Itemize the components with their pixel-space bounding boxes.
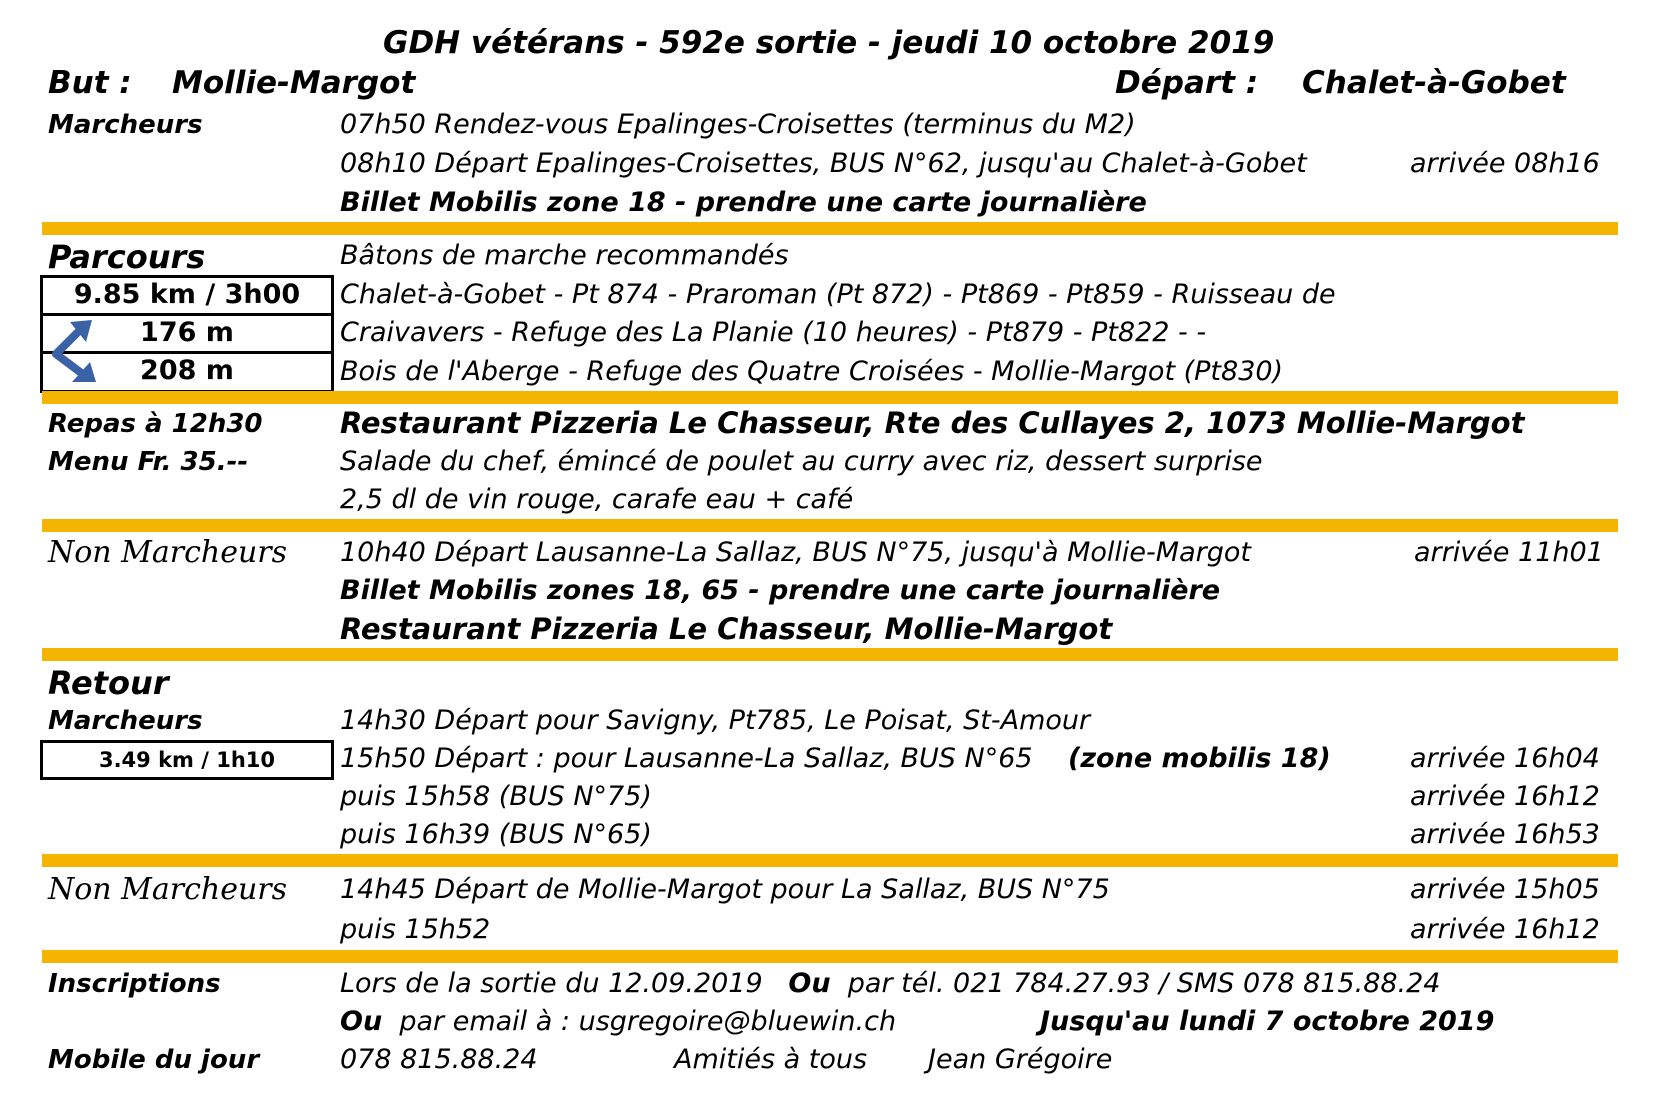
ascent-descent-arrows-icon: [48, 316, 104, 388]
marcheurs-line3: Billet Mobilis zone 18 - prendre une carte journalière: [340, 187, 1147, 218]
inscriptions-line1: [340, 967, 1441, 1001]
retour-non-marcheurs-line1-arrival: arrivée 15h05: [1410, 874, 1600, 905]
menu-line1: Salade du chef, émincé de poulet au curry avec riz, dessert surprise: [340, 446, 1263, 477]
inscriptions-ou-1: Ou: [788, 968, 831, 999]
inscriptions-deadline: Jusqu'au lundi 7 octobre 2019: [1040, 1006, 1495, 1037]
parcours-descent: 208 m: [140, 355, 234, 386]
retour-line2-zone: (zone mobilis 18): [1068, 743, 1331, 774]
depart-label: Départ :: [1115, 65, 1259, 101]
retour-line2-arrival: arrivée 16h04: [1410, 743, 1600, 774]
marcheurs-label: Marcheurs: [48, 110, 203, 140]
but-value: Mollie-Margot: [172, 65, 416, 101]
retour-line3-arrival: arrivée 16h12: [1410, 781, 1600, 812]
non-marcheurs-line1: 10h40 Départ Lausanne-La Sallaz, BUS N°75, jusqu'à Mollie-Margot: [340, 537, 1251, 568]
mobile-number: 078 815.88.24: [340, 1044, 538, 1075]
inscriptions-line2: [340, 1005, 896, 1039]
inscriptions-label: Inscriptions: [48, 969, 221, 999]
page-title: GDH vétérans - 592e sortie - jeudi 10 octobre 2019: [383, 25, 1275, 61]
greeting: Amitiés à tous: [674, 1044, 868, 1075]
non-marcheurs-line1-arrival: arrivée 11h01: [1414, 537, 1604, 568]
retour-stats-box: [40, 740, 334, 780]
signature: Jean Grégoire: [928, 1044, 1113, 1075]
non-marcheurs-label: Non Marcheurs: [48, 535, 288, 570]
but-label: But :: [48, 65, 132, 101]
menu-line2: 2,5 dl de vin rouge, carafe eau + café: [340, 484, 854, 515]
section-divider: [42, 519, 1618, 532]
retour-line1: 14h30 Départ pour Savigny, Pt785, Le Poisat, St-Amour: [340, 705, 1091, 736]
retour-non-marcheurs-line2-arrival: arrivée 16h12: [1410, 914, 1600, 945]
parcours-line4: Bois de l'Aberge - Refuge des Quatre Croisées - Mollie-Margot (Pt830): [340, 356, 1284, 387]
retour-non-marcheurs-label: Non Marcheurs: [48, 872, 288, 907]
marcheurs-line1: 07h50 Rendez-vous Epalinges-Croisettes (terminus du M2): [340, 109, 1136, 140]
menu-price: Menu Fr. 35.--: [48, 447, 249, 477]
parcours-ascent: 176 m: [43, 316, 331, 354]
retour-line4: puis 16h39 (BUS N°65): [340, 819, 652, 850]
retour-non-marcheurs-line2: puis 15h52: [340, 914, 491, 945]
non-marcheurs-line2: Billet Mobilis zones 18, 65 - prendre une carte journalière: [340, 575, 1221, 606]
section-divider: [42, 391, 1618, 404]
retour-non-marcheurs-line1: 14h45 Départ de Mollie-Margot pour La Sallaz, BUS N°75: [340, 874, 1110, 905]
section-divider: [42, 950, 1618, 963]
inscriptions-phone: par tél. 021 784.27.93 / SMS 078 815.88.24: [847, 968, 1441, 999]
retour-line3: puis 15h58 (BUS N°75): [340, 781, 652, 812]
retour-line4-arrival: arrivée 16h53: [1410, 819, 1600, 850]
section-divider: [42, 222, 1618, 235]
parcours-line1: Bâtons de marche recommandés: [340, 240, 789, 271]
non-marcheurs-line3: Restaurant Pizzeria Le Chasseur, Mollie-Margot: [340, 612, 1113, 646]
section-divider: [42, 648, 1618, 661]
retour-distance: 3.49 km / 1h10: [98, 748, 276, 772]
repas-label: Repas à 12h30: [48, 409, 263, 439]
mobile-label: Mobile du jour: [48, 1045, 260, 1075]
retour-marcheurs-label: Marcheurs: [48, 706, 203, 736]
parcours-distance: 9.85 km / 3h00: [43, 278, 331, 316]
restaurant-name: Restaurant Pizzeria Le Chasseur, Rte des Cullayes 2, 1073 Mollie-Margot: [340, 406, 1525, 440]
section-divider: [42, 854, 1618, 867]
marcheurs-line2: 08h10 Départ Epalinges-Croisettes, BUS N°62, jusqu'au Chalet-à-Gobet: [340, 148, 1307, 179]
inscriptions-date: Lors de la sortie du 12.09.2019: [340, 968, 763, 999]
parcours-line3: Craivavers - Refuge des La Planie (10 heures) - Pt879 - Pt822 - -: [340, 317, 1207, 348]
inscriptions-email: par email à : usgregoire@bluewin.ch: [399, 1006, 897, 1037]
depart-value: Chalet-à-Gobet: [1302, 65, 1566, 101]
parcours-label: Parcours: [48, 238, 206, 276]
parcours-line2: Chalet-à-Gobet - Pt 874 - Praroman (Pt 872) - Pt869 - Pt859 - Ruisseau de: [340, 279, 1336, 310]
marcheurs-line2-arrival: arrivée 08h16: [1410, 148, 1600, 179]
retour-label: Retour: [48, 664, 169, 702]
inscriptions-ou-2: Ou: [340, 1006, 383, 1037]
retour-line2: 15h50 Départ : pour Lausanne-La Sallaz, BUS N°65: [340, 743, 1033, 774]
